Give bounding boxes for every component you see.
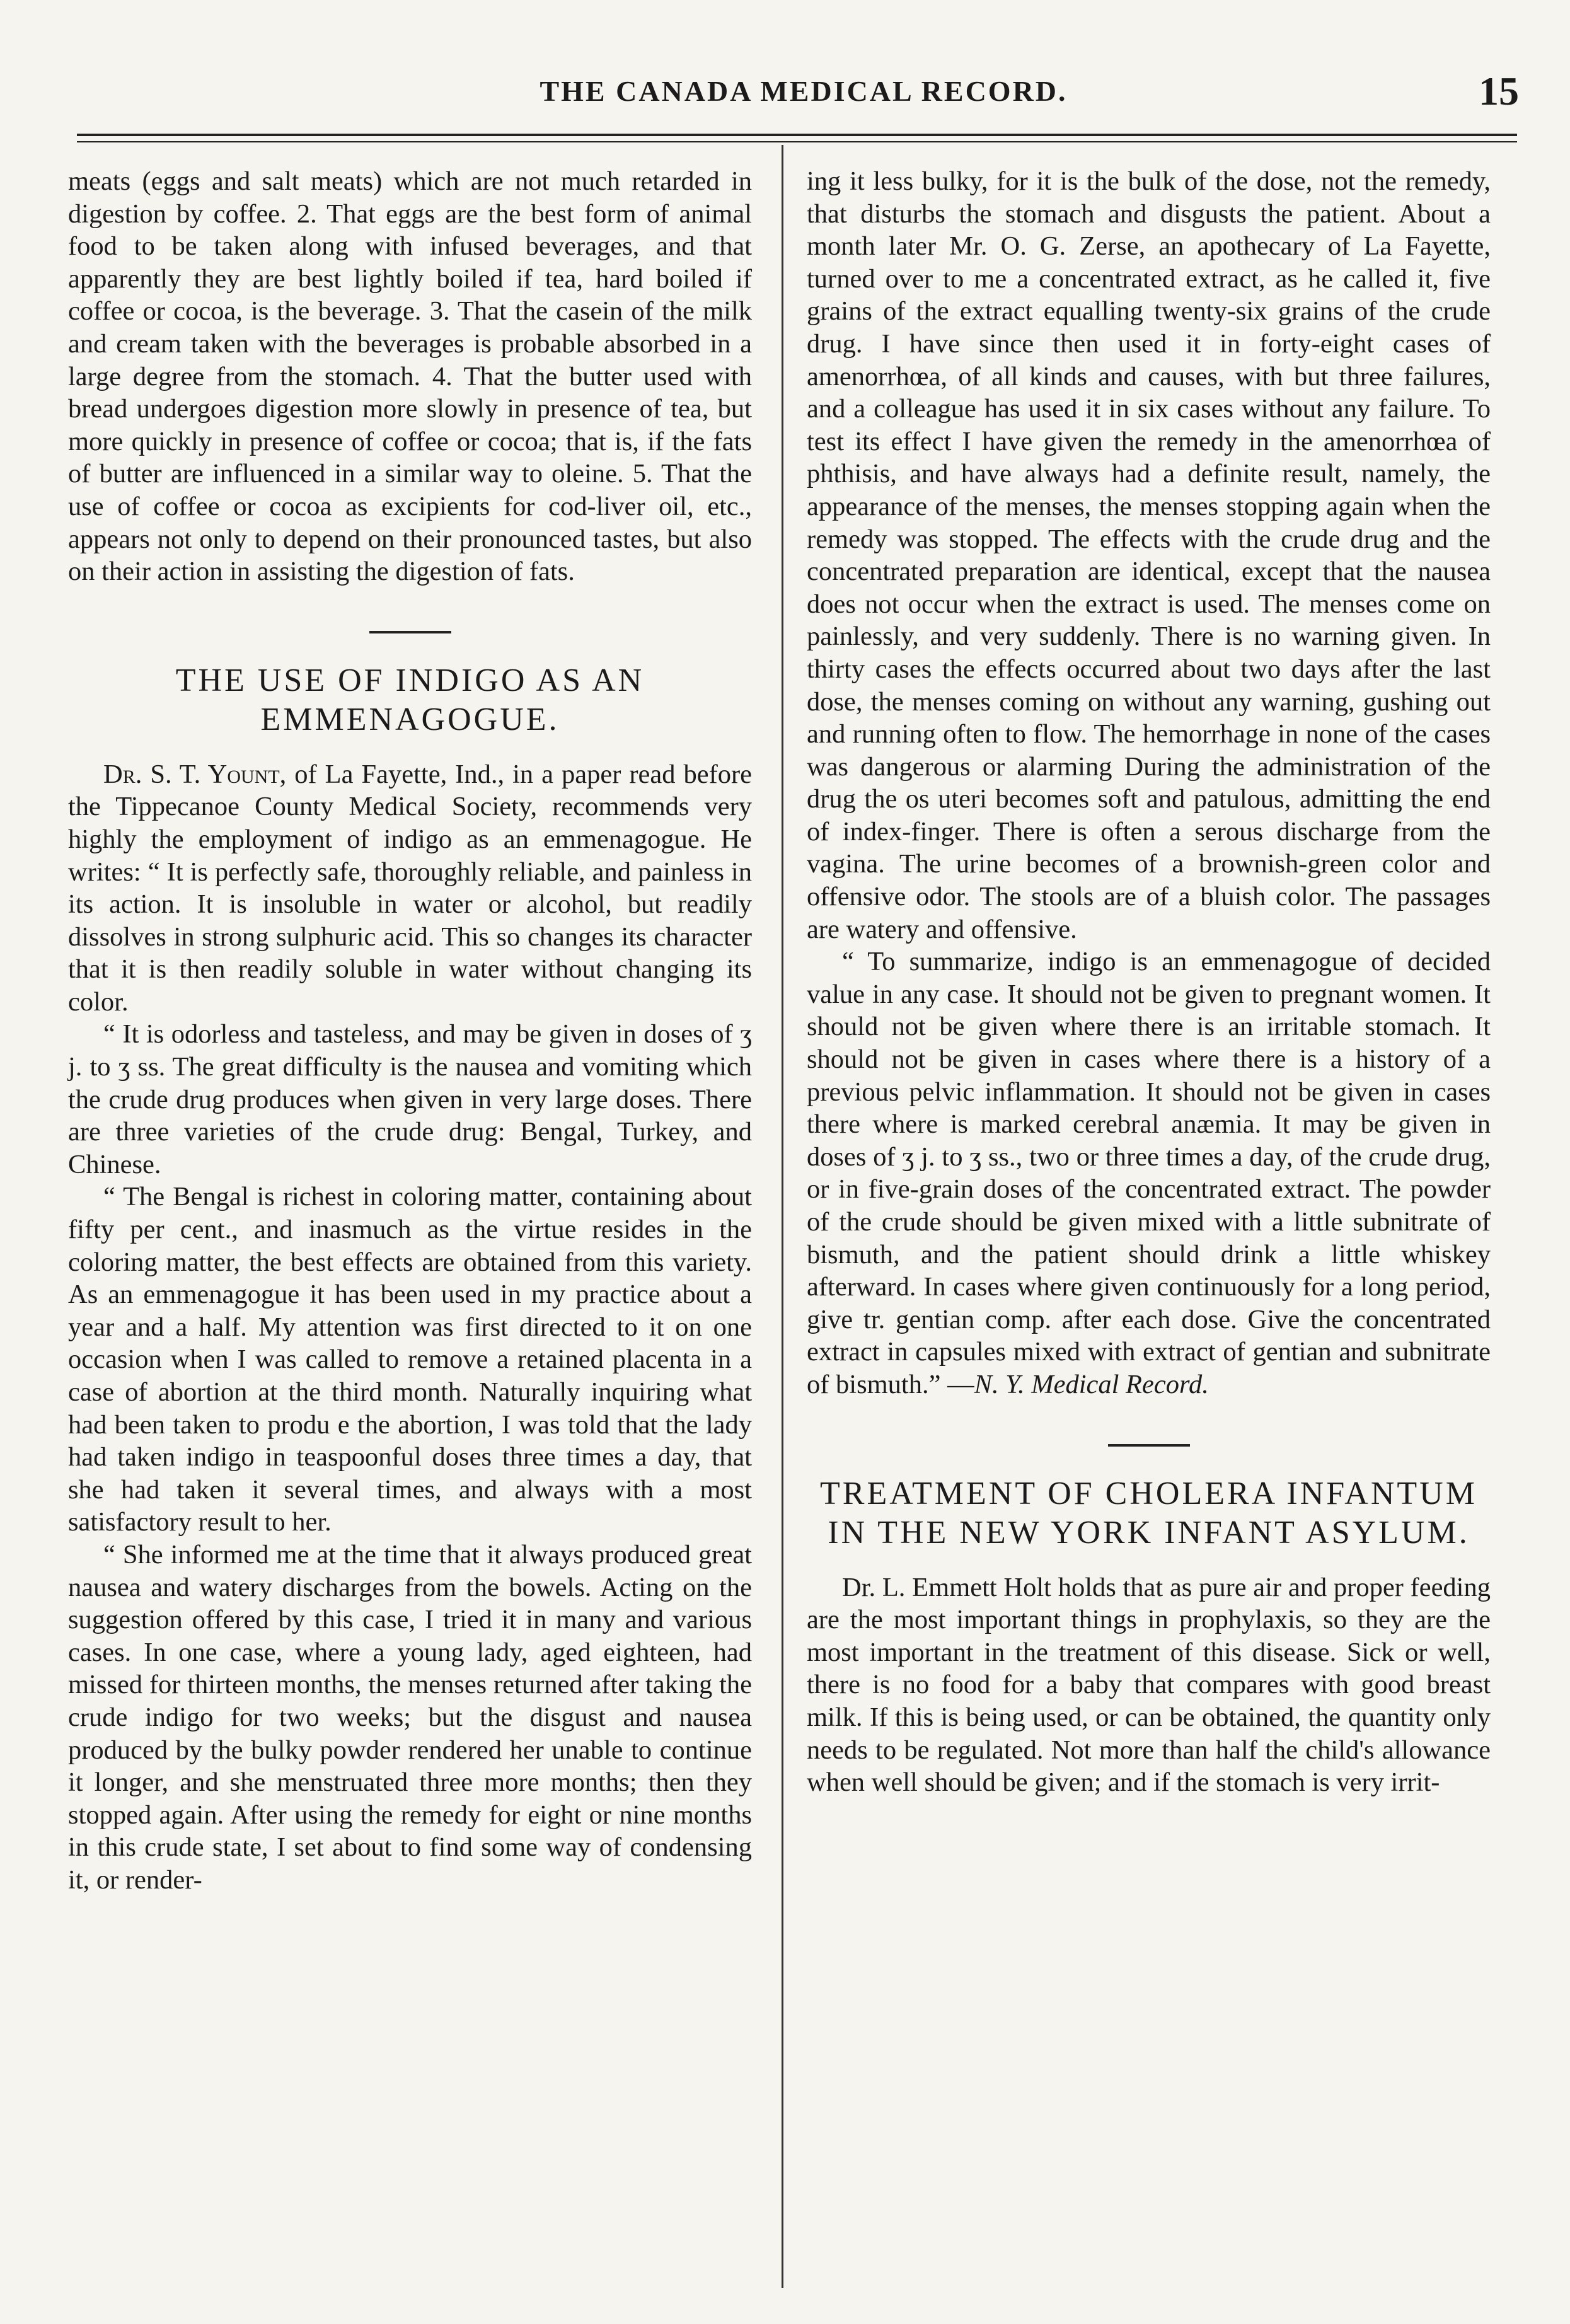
paragraph-yount-intro [68, 758, 752, 1019]
page-header [88, 69, 1519, 119]
heading-indigo-emmenagogue: THE USE OF INDIGO AS AN EMMENAGOGUE. [175, 662, 645, 737]
column-divider [782, 145, 783, 2288]
paragraph-informed: “ She informed me at the time that it always produced great nausea and watery discharges from the bowels. Acting on the suggestion offered by this case, I tried it in many and various cases. In one case, where a young lady, aged eighteen, had missed for thirteen months, the menses returned after taking the crude indigo for two weeks; but the disgust and nausea produced by the bulky powder rendered her unable to continue it longer, and she menstruated three more months; then they stopped again. After using the remedy for eight or nine months in this crude state, I set about to find some way of condensing it, or render- [68, 1539, 752, 1895]
paragraph-yount-text: of La Fayette, Ind., in a paper read before the Tippecanoe County Medical Society, recommends very highly the employment of indigo as an emmenagogue. He writes: “ It is perfectly safe, thoroughly reliable, and painless in its action. It is insoluble in water or alcohol, but readily dissolves in strong sulphuric acid. This so changes its character that it is then readily soluble in water without changing its color. [68, 759, 752, 1017]
paragraph-summary [807, 945, 1491, 1401]
paragraph-odorless: “ It is odorless and tasteless, and may be given in doses of ʒ j. to ʒ ss. The great difficulty is the nausea and vomiting which the crude drug produces when given in very large doses. There are three varieties of the crude drug: Bengal, Turkey, and Chinese. [68, 1019, 752, 1179]
header-rule [77, 134, 1517, 142]
right-column [807, 165, 1491, 1799]
paragraph-less-bulky: ing it less bulky, for it is the bulk of the dose, not the remedy, that disturbs the stomach and disgusts the patient. About a month later Mr. O. G. Zerse, an apothecary of La Fayette, turned over to me a concentrated extract, as he called it, five grains of the extract equalling twenty-six grains of the crude drug. I have since then used it in forty-eight cases of amenorrhœa, of all kinds and causes, with but three failures, and a colleague has used it in six cases without any failure. To test its effect I have given the remedy in the amenorrhœa of phthisis, and have always had a definite result, namely, the appearance of the menses, the menses stopping again when the remedy was stopped. The effects with the crude drug and the concentrated preparation are identical, except that the nausea does not occur when the extract is used. The menses come on painlessly, and very suddenly. There is no warning given. In thirty cases the effects occurred about two days after the last dose, the menses coming on without any warning, gushing out and running often to flow. The hemorrhage in none of the cases was dangerous or alarming During the administration of the drug the os uteri becomes soft and patulous, admitting the end of index-finger. There is often a serous discharge from the vagina. The urine becomes of a brownish-green color and offensive odor. The stools are of a bluish color. The passages are watery and offensive. [807, 166, 1491, 944]
paragraph-holt: Dr. L. Emmett Holt holds that as pure air and proper feeding are the most important things in prophylaxis, so they are the most important in the treatment of this disease. Sick or well, there is no food for a baby that compares with good breast milk. If this is being used, or can be obtained, the quantity only needs to be regulated. Not more than half the child's allowance when well should be given; and if the stomach is very irrit- [807, 1572, 1491, 1798]
running-title: THE CANADA MEDICAL RECORD. [540, 75, 1068, 107]
left-column [68, 165, 752, 1897]
paragraph-summary-text: “ To summarize, indigo is an emmenagogue of decided value in any case. It should not be given to pregnant women. It should not be given where there is an irritable stomach. It should not be given in cases where there is a history of a previous pelvic inflammation. It should not be given in cases there where is marked cerebral anæmia. It may be given in doses of ʒ j. to ʒ ss., two or three times a day, of the crude drug, or in five-grain doses of the concentrated extract. The powder of the crude should be given mixed with a little subnitrate of bismuth, and the patient should drink a little whiskey afterward. In cases where given continuously for a long period, give tr. gentian comp. after each dose. Give the concentrated extract in capsules mixed with extract of gentian and subnitrate of bismuth.” — [807, 947, 1491, 1399]
page-number: 15 [1479, 69, 1519, 113]
heading-cholera-infantum: TREATMENT OF CHOLERA INFANTUM IN THE NEW YORK INFANT ASYLUM. [820, 1475, 1477, 1551]
author-name: Dr. S. T. Yount, [103, 759, 287, 789]
section-rule [369, 631, 451, 633]
source-citation: N. Y. Medical Record. [974, 1369, 1209, 1399]
paragraph-coffee-conclusions: meats (eggs and salt meats) which are not much retarded in digestion by coffee. 2. That eggs are the best form of animal food to be taken along with infused beverages, and that apparently they are best lightly boiled if tea, hard boiled if coffee or cocoa, is the beverage. 3. That the casein of the milk and cream taken with the beverages is probable absorbed in a large degree from the stomach. 4. That the butter used with bread undergoes digestion more slowly in presence of tea, but more quickly in presence of coffee or cocoa; that is, if the fats of butter are influenced in a similar way to oleine. 5. That the use of coffee or cocoa as excipients for cod-liver oil, etc., appears not only to depend on their pronounced tastes, but also on their action in assisting the digestion of fats. [68, 166, 752, 587]
section-rule [1108, 1444, 1190, 1447]
paragraph-bengal: “ The Bengal is richest in coloring matter, containing about fifty per cent., and inasmuch as the virtue resides in the coloring matter, the best effects are obtained from this variety. As an emmenagogue it has been used in my practice about a year and a half. My attention was first directed to it on one occasion when I was called to remove a retained placenta in a case of abortion at the third month. Naturally inquiring what had been taken to produ e the abortion, I was told that the lady had taken indigo in teaspoonful doses three times a day, that she had taken it several times, and always with a most satisfactory result to her. [68, 1182, 752, 1537]
